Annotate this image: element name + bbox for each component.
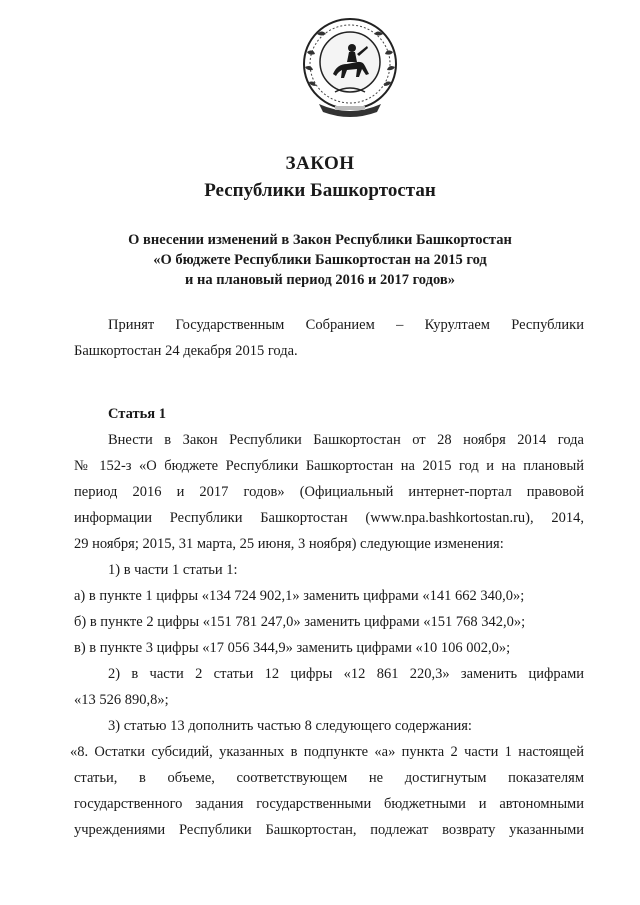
heading-line: «О бюджете Республики Башкортостан на 2015 год — [153, 252, 487, 268]
article-line: информации Республики Башкортостан (www.npa.bashkortostan.ru), 2014, — [74, 510, 584, 526]
adoption-paragraph — [74, 312, 584, 364]
article-line: «8. Остатки субсидий, указанных в подпункте «а» пункта 2 части 1 настоящей — [70, 744, 584, 760]
coat-of-arms-emblem — [297, 12, 403, 124]
article-line: государственного задания государственными бюджетными и автономными — [74, 796, 584, 812]
article-line: № 152-з «О бюджете Республики Башкортостан на 2015 год и на плановый — [74, 458, 584, 474]
article-line: в) в пункте 3 цифры «17 056 344,9» заменить цифрами «10 106 002,0»; — [74, 640, 511, 656]
article-line: а) в пункте 1 цифры «134 724 902,1» заменить цифрами «141 662 340,0»; — [74, 588, 525, 604]
article-line: Внести в Закон Республики Башкортостан от 28 ноября 2014 года — [108, 432, 584, 448]
article-line: период 2016 и 2017 годов» (Официальный интернет-портал правовой — [74, 484, 584, 500]
heading-line: О внесении изменений в Закон Республики Башкортостан — [128, 232, 512, 248]
adoption-line: Башкортостан 24 декабря 2015 года. — [74, 343, 298, 359]
document-title: ЗАКОН — [285, 153, 355, 174]
article-line: 3) статью 13 дополнить частью 8 следующего содержания: — [108, 718, 472, 734]
article-block — [70, 401, 584, 843]
article-line: 1) в части 1 статьи 1: — [108, 562, 238, 578]
article-line: учреждениями Республики Башкортостан, подлежат возврату указанными — [74, 822, 584, 838]
adoption-line: Принят Государственным Собранием – Курултаем Республики — [108, 317, 584, 333]
article-line: 29 ноября; 2015, 31 марта, 25 июня, 3 ноября) следующие изменения: — [74, 536, 504, 552]
document-subtitle: Республики Башкортостан — [204, 180, 436, 201]
article-line: б) в пункте 2 цифры «151 781 247,0» заменить цифрами «151 768 342,0»; — [74, 614, 526, 630]
article-line: «13 526 890,8»; — [74, 692, 169, 708]
heading-line: и на плановый период 2016 и 2017 годов» — [185, 272, 455, 288]
article-title: Статья 1 — [108, 406, 166, 422]
law-heading — [0, 230, 640, 290]
article-line: статьи, в объеме, соответствующем не достигнутым показателям — [74, 770, 584, 786]
article-line: 2) в части 2 статьи 12 цифры «12 861 220,3» заменить цифрами — [108, 666, 584, 682]
